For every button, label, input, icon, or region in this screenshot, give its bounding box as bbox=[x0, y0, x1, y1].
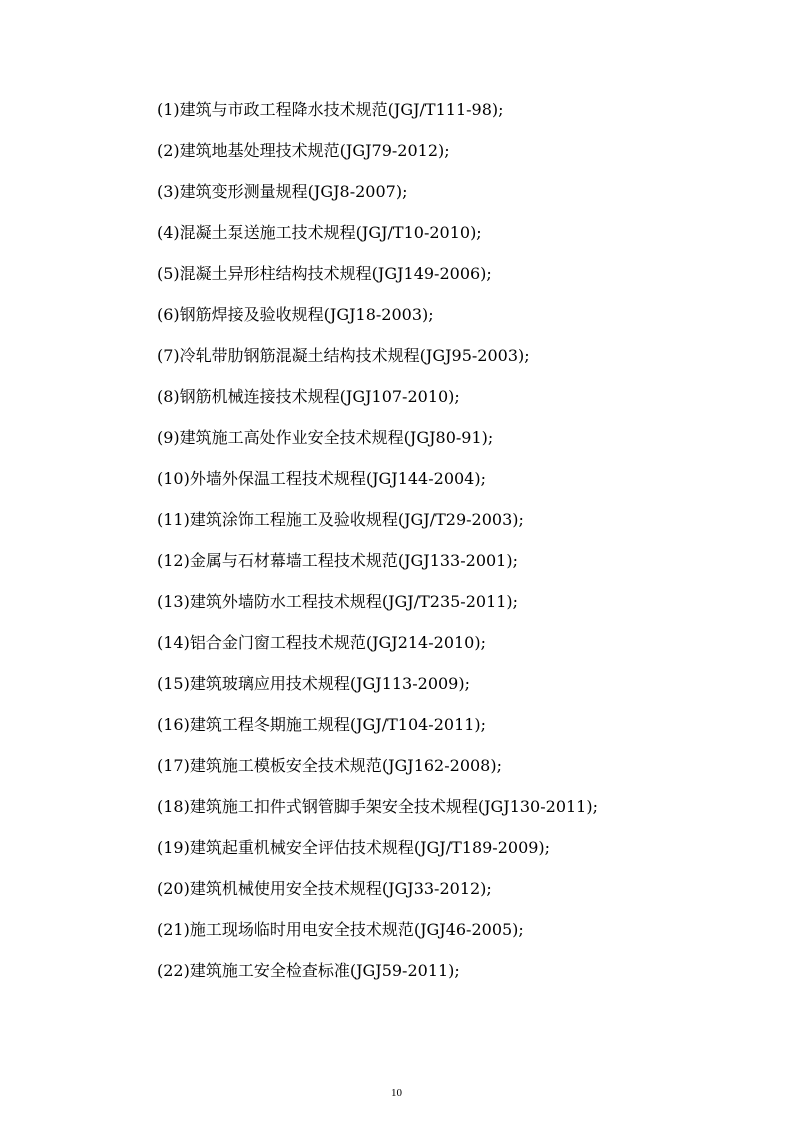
standards-list bbox=[157, 96, 777, 998]
list-item: (11)建筑涂饰工程施工及验收规程(JGJ/T29-2003); bbox=[157, 510, 524, 529]
list-item: (4)混凝土泵送施工技术规程(JGJ/T10-2010); bbox=[157, 223, 482, 242]
list-item: (12)金属与石材幕墙工程技术规范(JGJ133-2001); bbox=[157, 551, 518, 570]
list-item: (20)建筑机械使用安全技术规程(JGJ33-2012); bbox=[157, 879, 492, 898]
list-item: (5)混凝土异形柱结构技术规程(JGJ149-2006); bbox=[157, 264, 492, 283]
list-item: (8)钢筋机械连接技术规程(JGJ107-2010); bbox=[157, 387, 460, 406]
list-item: (15)建筑玻璃应用技术规程(JGJ113-2009); bbox=[157, 674, 470, 693]
list-item: (19)建筑起重机械安全评估技术规程(JGJ/T189-2009); bbox=[157, 838, 551, 857]
list-item: (3)建筑变形测量规程(JGJ8-2007); bbox=[157, 182, 408, 201]
list-item: (10)外墙外保温工程技术规程(JGJ144-2004); bbox=[157, 469, 486, 488]
list-item: (21)施工现场临时用电安全技术规范(JGJ46-2005); bbox=[157, 920, 524, 939]
list-item: (9)建筑施工高处作业安全技术规程(JGJ80-91); bbox=[157, 428, 494, 447]
list-item: (18)建筑施工扣件式钢管脚手架安全技术规程(JGJ130-2011); bbox=[157, 797, 598, 816]
list-item: (6)钢筋焊接及验收规程(JGJ18-2003); bbox=[157, 305, 434, 324]
list-item: (2)建筑地基处理技术规范(JGJ79-2012); bbox=[157, 141, 450, 160]
list-item: (17)建筑施工模板安全技术规范(JGJ162-2008); bbox=[157, 756, 502, 775]
list-item: (13)建筑外墙防水工程技术规程(JGJ/T235-2011); bbox=[157, 592, 519, 611]
list-item: (1)建筑与市政工程降水技术规范(JGJ/T111-98); bbox=[157, 100, 504, 119]
list-item: (22)建筑施工安全检查标准(JGJ59-2011); bbox=[157, 961, 460, 980]
list-item: (16)建筑工程冬期施工规程(JGJ/T104-2011); bbox=[157, 715, 487, 734]
list-item: (7)冷轧带肋钢筋混凝土结构技术规程(JGJ95-2003); bbox=[157, 346, 530, 365]
list-item: (14)铝合金门窗工程技术规范(JGJ214-2010); bbox=[157, 633, 486, 652]
page-number: 10 bbox=[391, 1087, 402, 1099]
